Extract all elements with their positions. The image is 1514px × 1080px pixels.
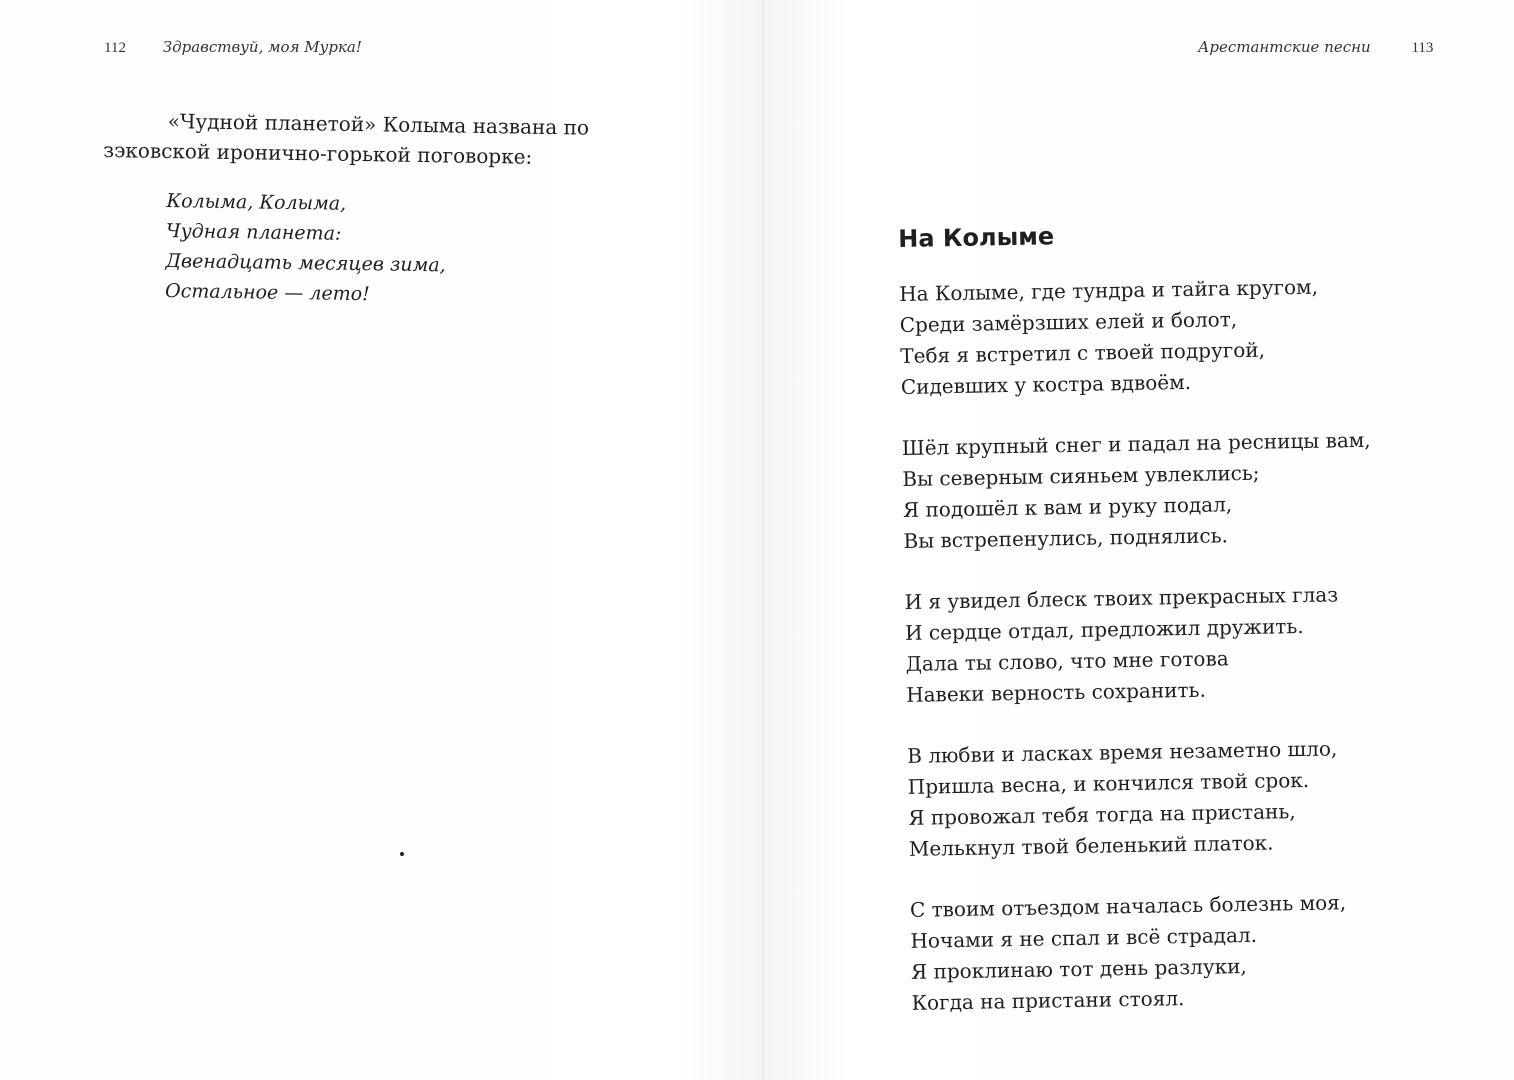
stanza-line: Я подошёл к вам и руку подал,	[902, 492, 1233, 522]
quote-line: Двенадцать месяцев зима,	[165, 249, 446, 277]
right-page-header	[1198, 38, 1433, 57]
stanza-line: Пришла весна, и кончился твой срок.	[907, 767, 1310, 799]
left-page-body	[101, 105, 694, 314]
intro-paragraph: «Чудной планетой» Колыма названа по зэковской иронично-горькой поговорке:	[103, 109, 590, 169]
quote-line: Колыма, Колыма,	[166, 189, 347, 215]
stanza-line: Вы северным сияньем увлеклись;	[902, 460, 1260, 491]
ink-speck	[400, 852, 404, 856]
right-running-title: Арестантские песни	[1198, 38, 1371, 56]
stanza-line: Я провожал тебя тогда на пристань,	[908, 799, 1296, 830]
right-page-number: 113	[1411, 40, 1434, 56]
stanza	[899, 270, 1441, 403]
stanza-line: И я увидел блеск твоих прекрасных глаз	[904, 582, 1339, 614]
stanza	[907, 731, 1449, 864]
stanza-line: Среди замёрзших елей и болот,	[899, 307, 1238, 337]
stanza-line: Вы встрепенулись, поднялись.	[903, 523, 1229, 553]
stanza-line: Шёл крупный снег и падал на ресницы вам,	[901, 427, 1371, 460]
song-title: На Колыме	[898, 222, 1055, 253]
left-running-title: Здравствуй, моя Мурка!	[162, 38, 362, 56]
stanza-line: Навеки верность сохранить.	[905, 677, 1207, 707]
stanza-line: Тебя я встретил с твоей подругой,	[900, 337, 1266, 368]
stanza-line: С твоим отъездом началась болезнь моя,	[909, 890, 1347, 922]
stanza	[904, 578, 1446, 711]
saying-quote	[165, 186, 693, 314]
left-page-header	[104, 38, 362, 57]
stanza-line: Мелькнул твой беленький платок.	[908, 830, 1274, 861]
stanza-line: И сердце отдал, предложил дружить.	[904, 613, 1304, 645]
stanza	[910, 885, 1452, 1018]
book-gutter	[762, 0, 764, 1080]
left-page-number: 112	[104, 40, 126, 56]
quote-line: Остальное — лето!	[164, 279, 370, 306]
stanza-line: Дала ты слово, что мне готова	[905, 646, 1229, 676]
stanza-line: Я проклинаю тот день разлуки,	[910, 954, 1247, 984]
stanza-line: В любви и ласках время незаметно шло,	[907, 736, 1338, 768]
right-page-body	[898, 216, 1452, 1049]
stanza-line: Сидевших у костра вдвоём.	[900, 369, 1192, 399]
stanza-line: Когда на пристани стоял.	[911, 986, 1185, 1015]
stanza-line: Ночами я не спал и всё страдал.	[910, 922, 1258, 953]
quote-line: Чудная планета:	[165, 219, 342, 245]
stanza-line: На Колыме, где тундра и тайга кругом,	[898, 274, 1319, 306]
stanza	[902, 424, 1444, 557]
